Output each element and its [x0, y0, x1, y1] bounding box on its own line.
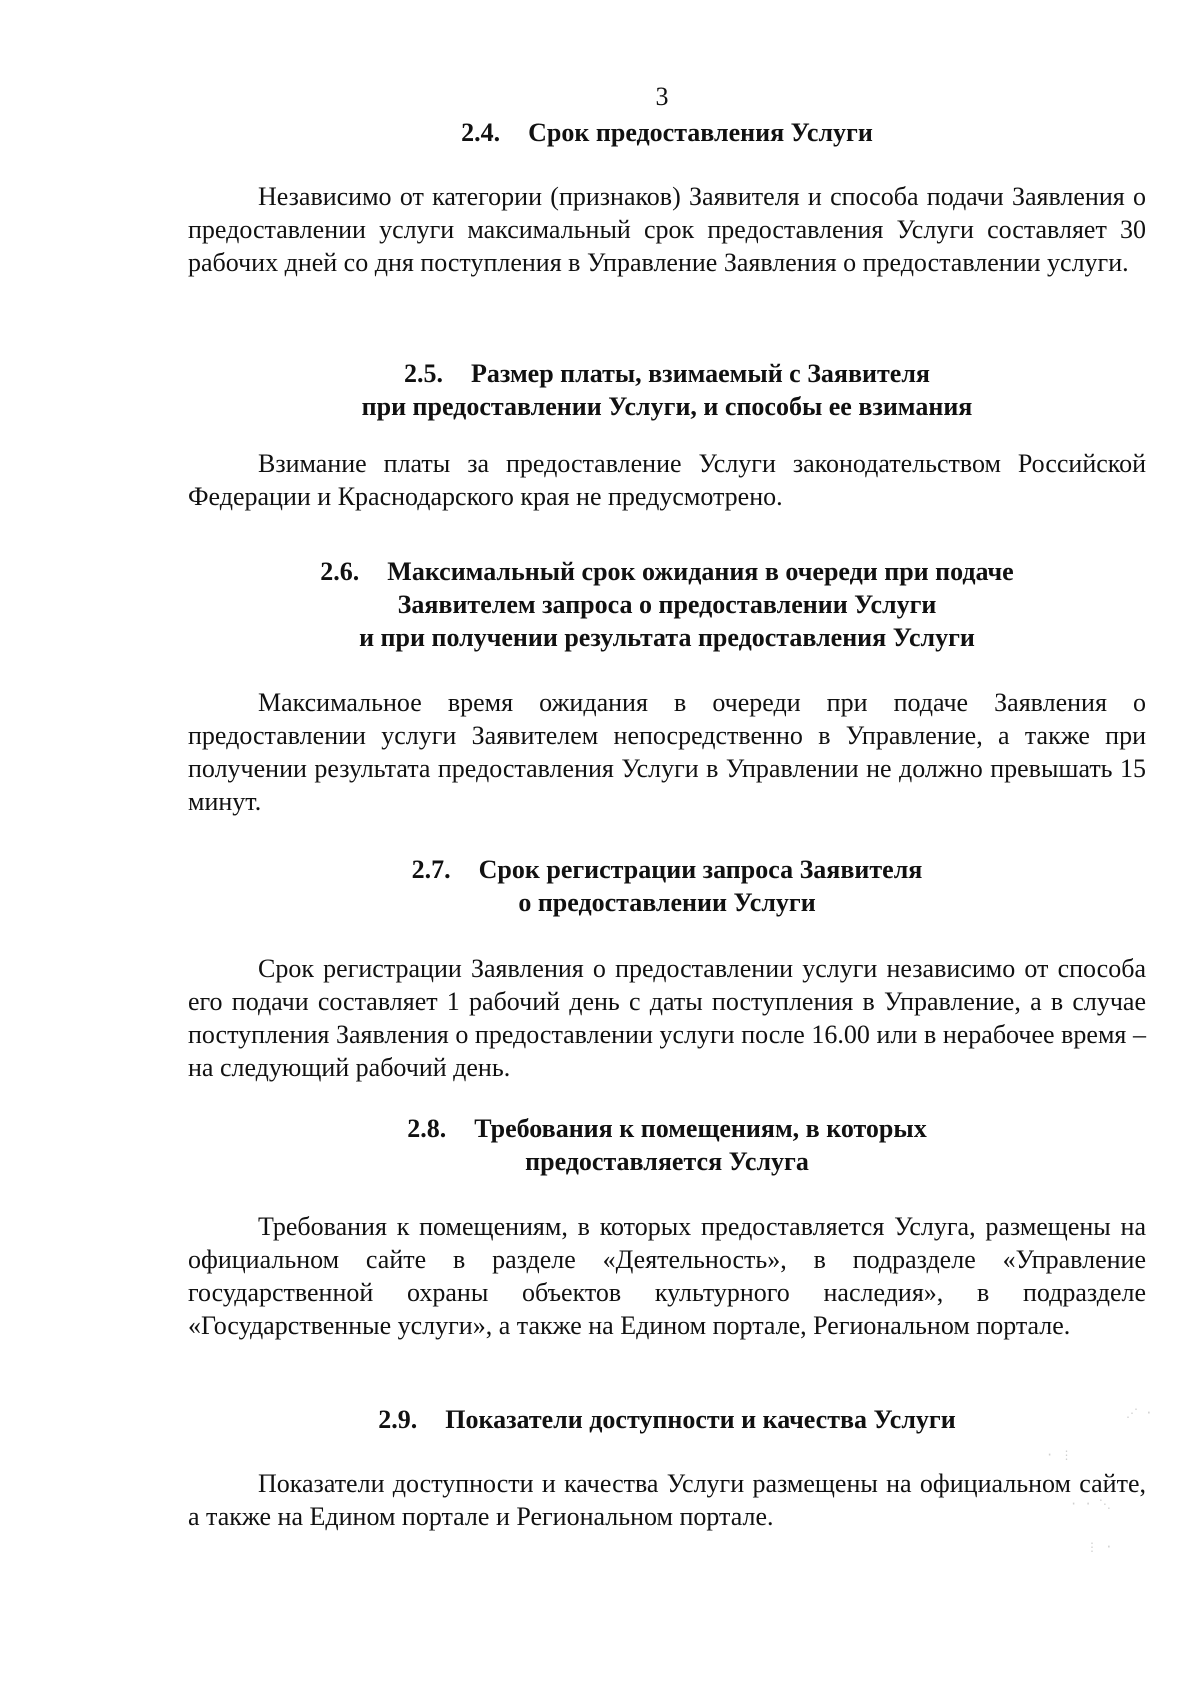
section-2-4	[188, 116, 1146, 279]
section-title-line: Максимальный срок ожидания в очереди при подаче	[387, 557, 1014, 586]
section-title-line: предоставляется Услуга	[525, 1147, 809, 1176]
section-number: 2.7.	[411, 855, 451, 884]
section-title-line: при предоставлении Услуги, и способы ее взимания	[361, 392, 973, 421]
section-text: Взимание платы за предоставление Услуги законодательством Российской Федерации и Краснодарского края не предусмотрено.	[188, 449, 1146, 511]
section-number: 2.4.	[461, 118, 501, 147]
section-title-line: Размер платы, взимаемый с Заявителя	[471, 359, 930, 388]
section-number: 2.9.	[378, 1405, 418, 1434]
section-2-6	[188, 555, 1146, 818]
scan-artifact: ⋰ ·	[1126, 1406, 1153, 1420]
scan-artifact: ⋮ ·	[1086, 1540, 1113, 1554]
section-title-line: и при получении результата предоставления Услуги	[359, 623, 975, 652]
section-text: Требования к помещениям, в которых предоставляется Услуга, размещены на официальном сайте в разделе «Деятельность», в подразделе «Управление государственной охраны объектов культурного наследия», в подразделе «Государственные услуги», а также на Едином портале, Региональном портале.	[188, 1212, 1146, 1340]
section-text: Показатели доступности и качества Услуги размещены на официальном сайте, а также на Едином портале и Региональном портале.	[188, 1469, 1146, 1531]
section-heading	[188, 116, 1146, 149]
section-text: Максимальное время ожидания в очереди при подаче Заявления о предоставлении услуги Заявителем непосредственно в Управление, а также при получении результата предоставления Услуги в Управлении не должно превышать 15 минут.	[188, 688, 1146, 816]
section-number: 2.6.	[320, 557, 360, 586]
section-title-line: Требования к помещениям, в которых	[474, 1114, 927, 1143]
scan-artifact: · · ⋱	[1070, 1497, 1111, 1511]
section-title-line: Срок предоставления Услуги	[528, 118, 873, 147]
section-heading	[188, 357, 1146, 423]
section-number: 2.5.	[404, 359, 443, 388]
section-heading	[188, 1403, 1146, 1436]
section-heading	[188, 1112, 1146, 1178]
section-number: 2.8.	[407, 1114, 447, 1143]
section-title-line: Показатели доступности и качества Услуги	[445, 1405, 956, 1434]
section-2-7	[188, 853, 1146, 1084]
section-heading	[188, 555, 1146, 654]
section-title-line: Срок регистрации запроса Заявителя	[478, 855, 923, 884]
section-text: Срок регистрации Заявления о предоставлении услуги независимо от способа его подачи составляет 1 рабочий день с даты поступления в Управление, а в случае поступления Заявления о предоставлении услуги после 16.00 или в нерабочее время – на следующий рабочий день.	[188, 954, 1146, 1082]
page-number: 3	[655, 82, 669, 111]
section-text: Независимо от категории (признаков) Заявителя и способа подачи Заявления о предоставлении услуги максимальный срок предоставления Услуги составляет 30 рабочих дней со дня поступления в Управление Заявления о предоставлении услуги.	[188, 182, 1146, 277]
section-2-8	[188, 1112, 1146, 1342]
section-title-line: о предоставлении Услуги	[518, 888, 816, 917]
section-title-line: Заявителем запроса о предоставлении Услуги	[397, 590, 937, 619]
scan-artifact: · ⋮	[1046, 1448, 1073, 1462]
section-2-5	[188, 357, 1146, 513]
section-2-9	[188, 1403, 1146, 1533]
section-heading	[188, 853, 1146, 919]
